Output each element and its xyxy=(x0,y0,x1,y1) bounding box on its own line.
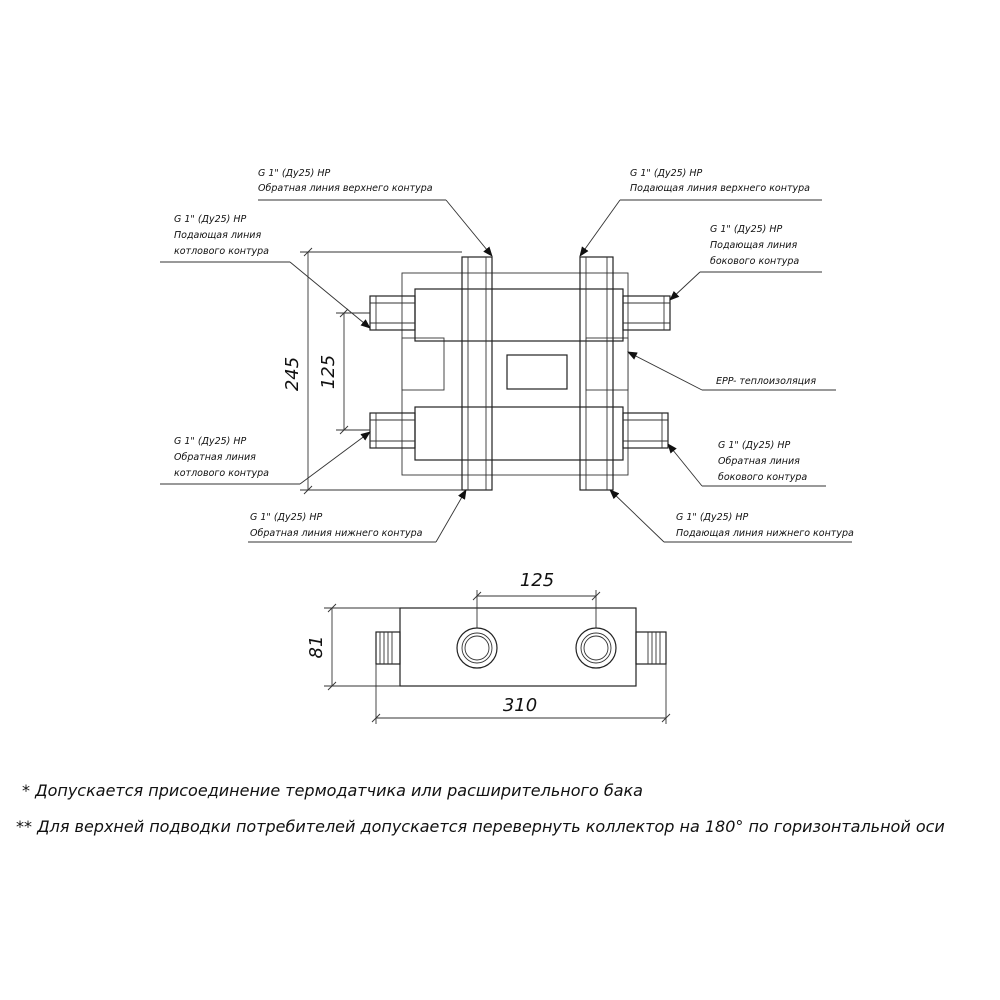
callout-supply-lower-line1: Подающая линия нижнего контура xyxy=(676,528,854,539)
callout-supply-boiler-line1: Подающая линия xyxy=(174,230,262,241)
callout-return-lower xyxy=(248,490,466,542)
dim-125-front-label: 125 xyxy=(318,354,339,390)
callout-return-boiler-size: G 1" (Ду25) НР xyxy=(174,436,247,447)
nipple-right-top xyxy=(623,296,670,330)
port-left xyxy=(457,628,497,668)
top-body xyxy=(400,608,636,686)
note-1: * Допускается присоединение термодатчика или расширительного бака xyxy=(22,781,643,800)
callout-insulation xyxy=(628,352,836,390)
callout-insulation-text: EPP- теплоизоляция xyxy=(716,376,817,387)
callout-return-boiler-line1: Обратная линия xyxy=(174,452,256,463)
callout-supply-boiler-line2: котлового контура xyxy=(174,246,269,257)
center-window xyxy=(507,355,567,389)
dim-125-top-label: 125 xyxy=(519,570,555,591)
nipple-left-top xyxy=(370,296,415,330)
callout-return-side xyxy=(668,440,826,486)
callout-return-lower-line1: Обратная линия нижнего контура xyxy=(250,528,423,539)
callout-return-side-line2: бокового контура xyxy=(718,472,808,483)
dim-125-front xyxy=(318,309,370,434)
callout-return-lower-size: G 1" (Ду25) НР xyxy=(250,512,323,523)
callout-supply-boiler-size: G 1" (Ду25) НР xyxy=(174,214,247,225)
dim-310 xyxy=(372,664,670,724)
front-view xyxy=(160,168,854,542)
dim-310-label: 310 xyxy=(502,695,538,716)
callout-supply-side-line1: Подающая линия xyxy=(710,240,798,251)
thread-left xyxy=(376,632,400,664)
callout-return-boiler-line2: котлового контура xyxy=(174,468,269,479)
insulation-shell xyxy=(402,273,628,475)
thread-right xyxy=(636,632,666,664)
callout-return-side-line1: Обратная линия xyxy=(718,456,800,467)
dim-81-label: 81 xyxy=(306,635,327,659)
notes xyxy=(16,781,945,836)
callout-supply-boiler xyxy=(160,214,370,328)
dim-125-top xyxy=(473,570,600,628)
callout-supply-upper-size: G 1" (Ду25) НР xyxy=(630,168,703,179)
callout-return-boiler xyxy=(160,432,370,484)
left-vertical-tube xyxy=(462,257,492,490)
callout-supply-upper-line1: Подающая линия верхнего контура xyxy=(630,183,810,194)
dim-245-label: 245 xyxy=(282,356,303,392)
upper-manifold xyxy=(415,289,623,341)
note-2: ** Для верхней подводки потребителей допускается перевернуть коллектор на 180° по горизонтальной оси xyxy=(16,817,945,836)
callout-supply-side-line2: бокового контура xyxy=(710,256,800,267)
callout-return-side-size: G 1" (Ду25) НР xyxy=(718,440,791,451)
lower-manifold xyxy=(415,407,623,460)
port-right xyxy=(576,628,616,668)
callout-supply-side-size: G 1" (Ду25) НР xyxy=(710,224,783,235)
callout-return-upper-line1: Обратная линия верхнего контура xyxy=(258,183,433,194)
callout-return-upper xyxy=(258,168,492,256)
nipple-right-bottom xyxy=(623,413,668,448)
top-view xyxy=(306,570,670,724)
callout-supply-lower xyxy=(610,490,854,542)
callout-return-upper-size: G 1" (Ду25) НР xyxy=(258,168,331,179)
callout-supply-side xyxy=(670,224,822,300)
callout-supply-lower-size: G 1" (Ду25) НР xyxy=(676,512,749,523)
nipple-left-bottom xyxy=(370,413,415,448)
dim-81 xyxy=(306,604,400,690)
